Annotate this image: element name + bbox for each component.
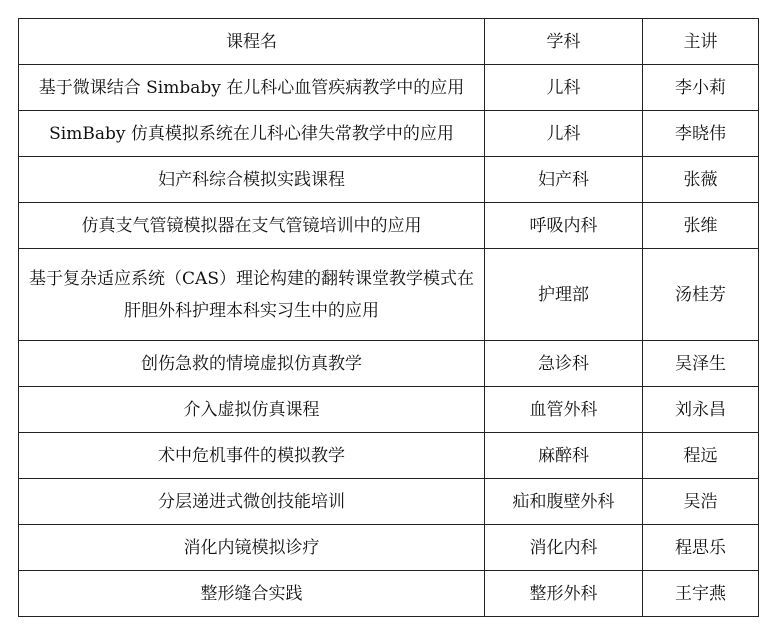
teacher-cell: 张薇 bbox=[643, 157, 759, 203]
subject-cell: 妇产科 bbox=[485, 157, 643, 203]
teacher-cell: 汤桂芳 bbox=[643, 249, 759, 341]
subject-cell: 急诊科 bbox=[485, 341, 643, 387]
table-row bbox=[19, 387, 759, 433]
teacher-cell: 程远 bbox=[643, 433, 759, 479]
header-row bbox=[19, 19, 759, 65]
table-row bbox=[19, 341, 759, 387]
teacher-cell: 张维 bbox=[643, 203, 759, 249]
table-row bbox=[19, 525, 759, 571]
course-cell: 消化内镜模拟诊疗 bbox=[19, 525, 485, 571]
course-table bbox=[18, 18, 759, 617]
course-text: 基于复杂适应系统（CAS）理论构建的翻转课堂教学模式在肝胆外科护理本科实习生中的应用 bbox=[29, 268, 474, 321]
course-cell bbox=[19, 249, 485, 341]
course-cell: 基于微课结合 Simbaby 在儿科心血管疾病教学中的应用 bbox=[19, 65, 485, 111]
teacher-cell: 李小莉 bbox=[643, 65, 759, 111]
subject-cell: 整形外科 bbox=[485, 571, 643, 617]
header-teacher: 主讲 bbox=[643, 19, 759, 65]
subject-cell: 儿科 bbox=[485, 65, 643, 111]
table-row bbox=[19, 433, 759, 479]
table-row bbox=[19, 111, 759, 157]
course-cell: 术中危机事件的模拟教学 bbox=[19, 433, 485, 479]
course-cell: SimBaby 仿真模拟系统在儿科心律失常教学中的应用 bbox=[19, 111, 485, 157]
table-row bbox=[19, 479, 759, 525]
teacher-cell: 王宇燕 bbox=[643, 571, 759, 617]
subject-cell: 呼吸内科 bbox=[485, 203, 643, 249]
teacher-cell: 吴泽生 bbox=[643, 341, 759, 387]
subject-cell: 儿科 bbox=[485, 111, 643, 157]
subject-cell: 疝和腹壁外科 bbox=[485, 479, 643, 525]
course-cell: 整形缝合实践 bbox=[19, 571, 485, 617]
course-cell: 创伤急救的情境虚拟仿真教学 bbox=[19, 341, 485, 387]
table-row bbox=[19, 571, 759, 617]
teacher-cell: 李晓伟 bbox=[643, 111, 759, 157]
course-cell: 介入虚拟仿真课程 bbox=[19, 387, 485, 433]
table-row bbox=[19, 203, 759, 249]
teacher-cell: 刘永昌 bbox=[643, 387, 759, 433]
table-row bbox=[19, 249, 759, 341]
subject-cell: 麻醉科 bbox=[485, 433, 643, 479]
course-cell: 仿真支气管镜模拟器在支气管镜培训中的应用 bbox=[19, 203, 485, 249]
subject-cell: 血管外科 bbox=[485, 387, 643, 433]
course-cell: 分层递进式微创技能培训 bbox=[19, 479, 485, 525]
header-subject: 学科 bbox=[485, 19, 643, 65]
teacher-cell: 吴浩 bbox=[643, 479, 759, 525]
header-course: 课程名 bbox=[19, 19, 485, 65]
subject-cell: 消化内科 bbox=[485, 525, 643, 571]
table-row bbox=[19, 157, 759, 203]
table-row bbox=[19, 65, 759, 111]
course-cell: 妇产科综合模拟实践课程 bbox=[19, 157, 485, 203]
subject-cell: 护理部 bbox=[485, 249, 643, 341]
teacher-cell: 程思乐 bbox=[643, 525, 759, 571]
